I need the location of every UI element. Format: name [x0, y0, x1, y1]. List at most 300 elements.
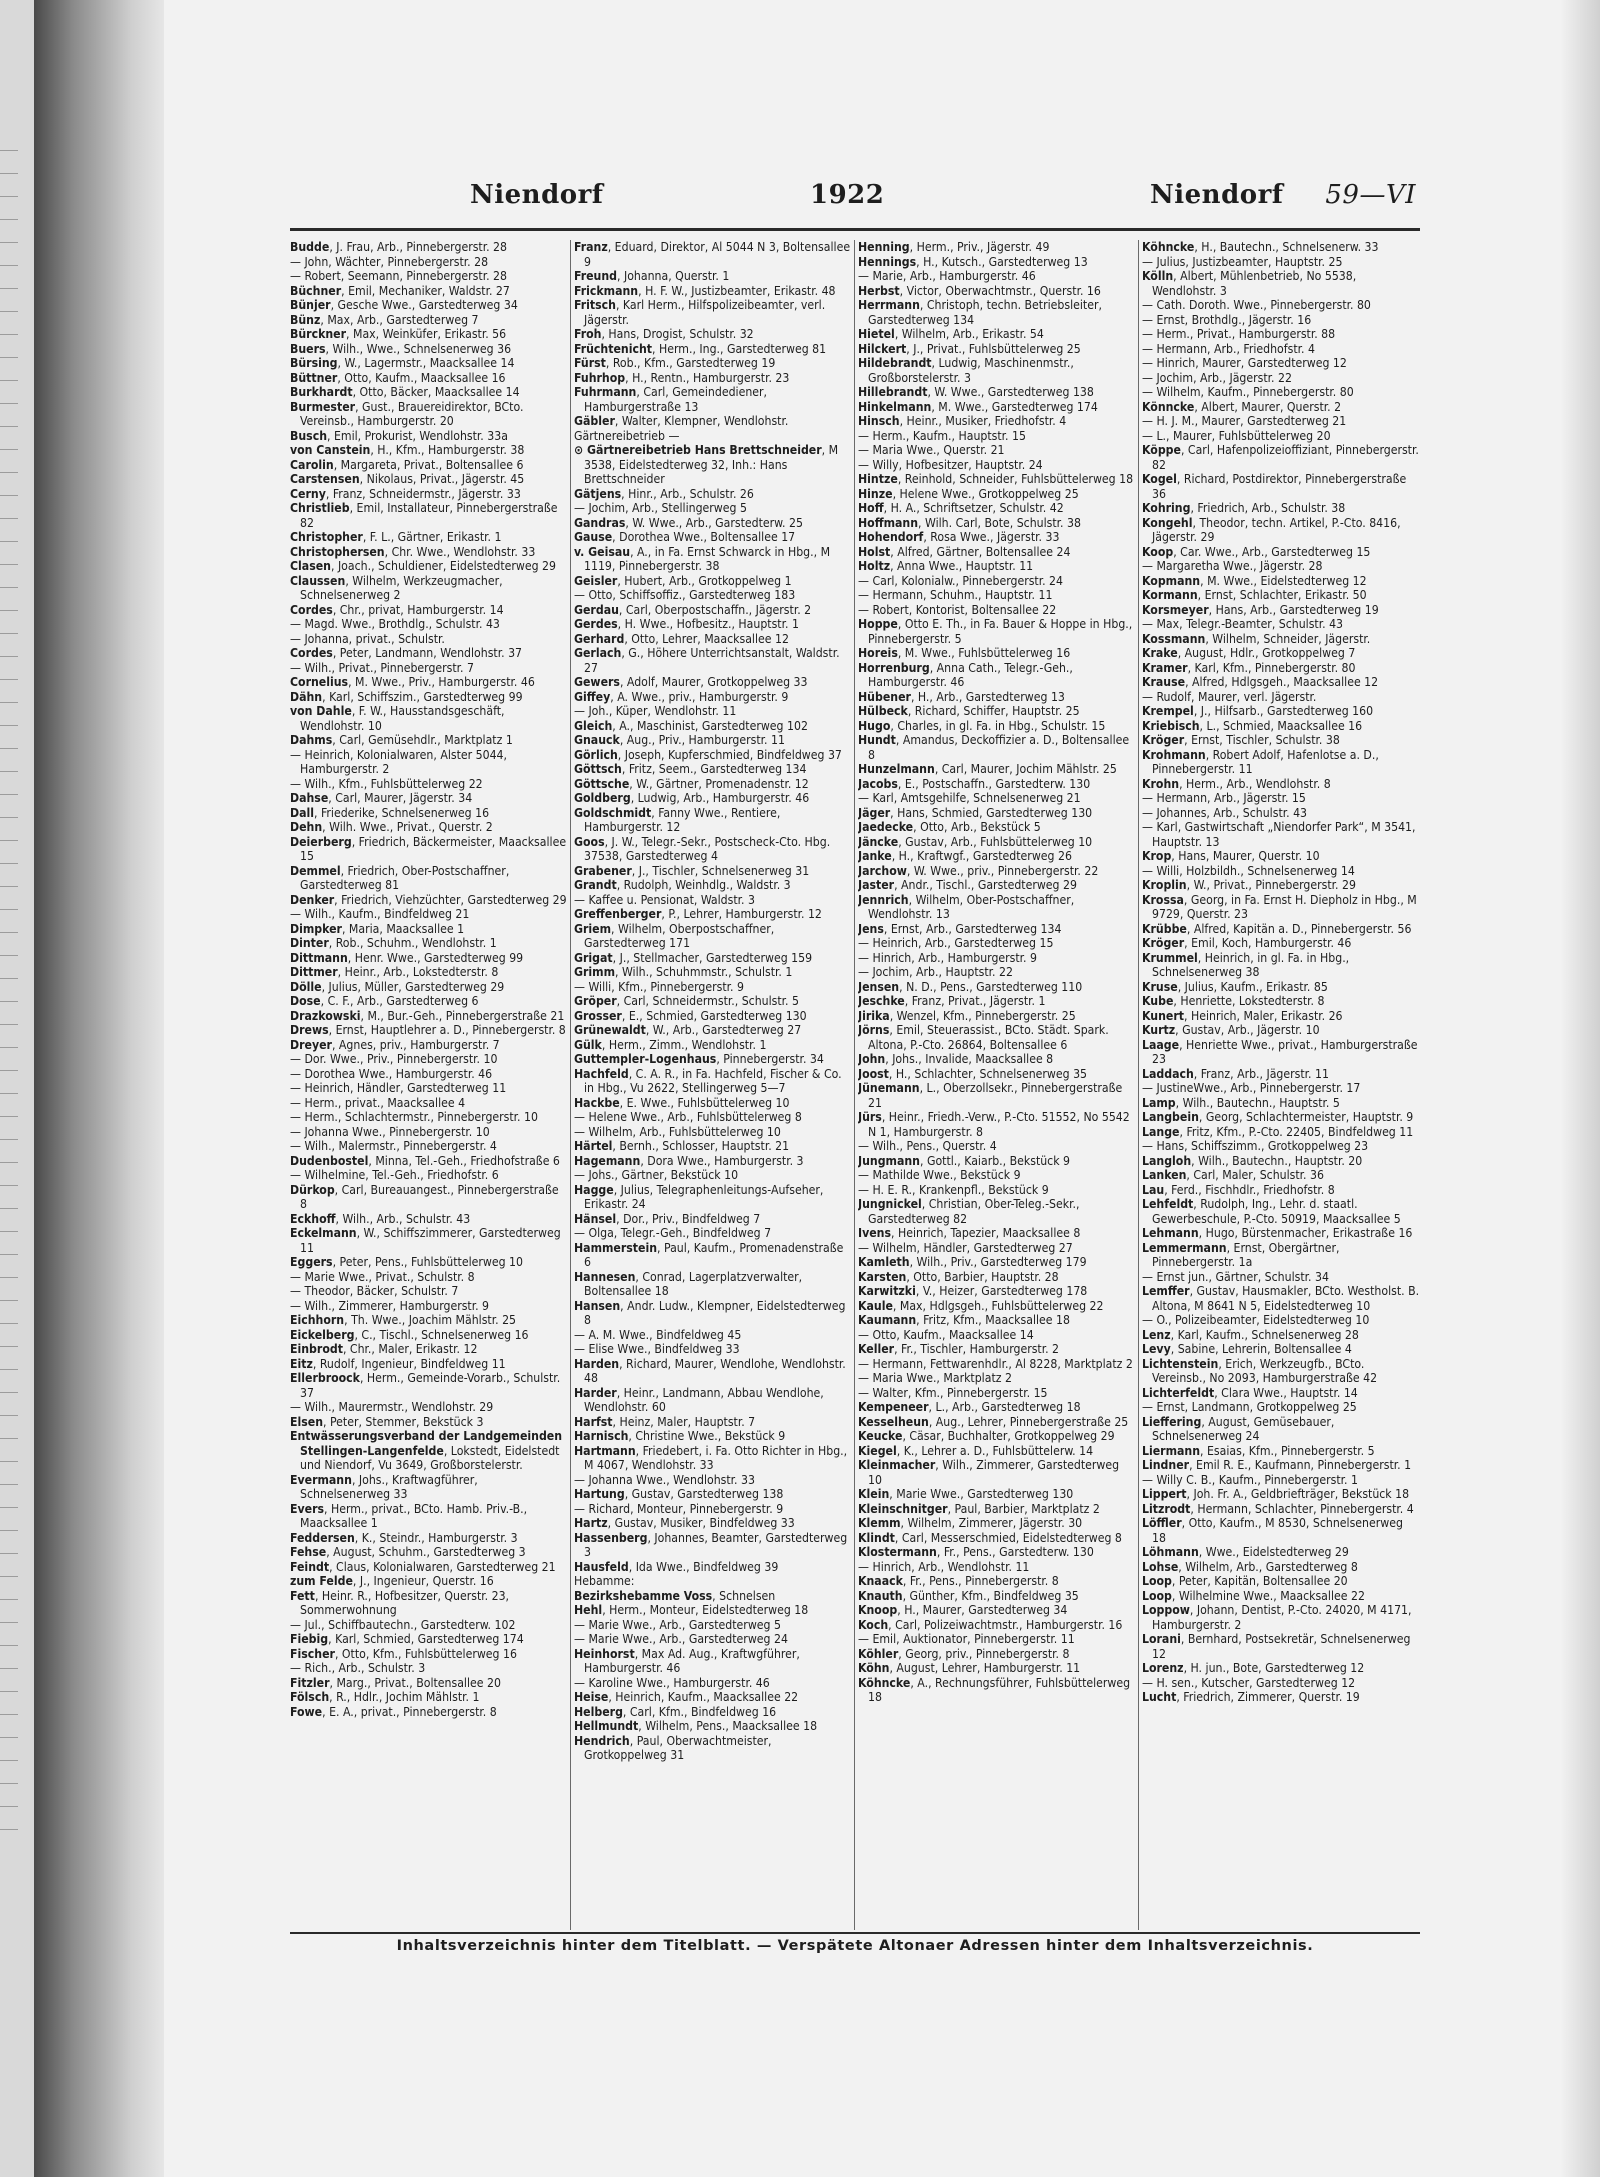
directory-entry: Liermann, Esaias, Kfm., Pinnebergerstr. 5: [1142, 1443, 1375, 1458]
directory-entry: Köhncke, H., Bautechn., Schnelsenerw. 33: [1142, 240, 1379, 254]
directory-entry: Kriebisch, L., Schmied, Maacksallee 16: [1142, 718, 1363, 733]
directory-entry: Fehse, August, Schuhm., Garstedterweg 3: [290, 1545, 526, 1559]
directory-entry: Hänsel, Dor., Priv., Bindfeldweg 7: [574, 1211, 761, 1226]
directory-entry: Christopher, F. L., Gärtner, Erikastr. 1: [290, 530, 502, 544]
directory-entry: Knauth, Günther, Kfm., Bindfeldweg 35: [858, 1588, 1079, 1603]
directory-entry: Jungmann, Gottl., Kaiarb., Bekstück 9: [858, 1153, 1071, 1168]
directory-entry: Bünjer, Gesche Wwe., Garstedterweg 34: [290, 298, 518, 312]
directory-entry: von Canstein, H., Kfm., Hamburgerstr. 38: [290, 443, 525, 457]
page-header: [290, 180, 1420, 220]
directory-entry: Dölle, Julius, Müller, Garstedterweg 29: [290, 979, 505, 994]
directory-entry: Laage, Henriette Wwe., privat., Hamburgerstraße 23: [1142, 1037, 1418, 1066]
directory-entry: — Julius, Justizbeamter, Hauptstr. 25: [1142, 254, 1343, 269]
directory-entry: — Joh., Küper, Wendlohstr. 11: [574, 704, 737, 718]
directory-entry: Henning, Herm., Priv., Jägerstr. 49: [858, 240, 1050, 254]
directory-entry: — Wilh., Privat., Pinnebergerstr. 7: [290, 660, 474, 675]
directory-entry: Bürckner, Max, Weinküfer, Erikastr. 56: [290, 327, 507, 341]
directory-entry: Loppow, Johann, Dentist, P.-Cto. 24020, M 4171, Hamburgerstr. 2: [1142, 1603, 1412, 1632]
directory-entry: Kohring, Friedrich, Arb., Schulstr. 38: [1142, 501, 1346, 515]
directory-entry: Jarchow, W. Wwe., priv., Pinnebergerstr. 22: [858, 863, 1099, 878]
directory-entry: — Heinrich, Händler, Garstedterweg 11: [290, 1081, 507, 1095]
directory-entry: — Olga, Telegr.-Geh., Bindfeldweg 7: [574, 1226, 772, 1240]
directory-entry: Jaedecke, Otto, Arb., Bekstück 5: [858, 820, 1041, 834]
directory-entry: Kröger, Ernst, Tischler, Schulstr. 38: [1142, 733, 1340, 747]
directory-entry: Gäbler, Walter, Klempner, Wendlohstr.: [574, 414, 789, 428]
directory-entry: Hunzelmann, Carl, Maurer, Jochim Mählstr. 25: [858, 762, 1117, 776]
directory-entry: — Hermann, Arb., Jägerstr. 15: [1142, 791, 1306, 805]
directory-entry: — Dor. Wwe., Priv., Pinnebergerstr. 10: [290, 1052, 498, 1066]
directory-entry: Dinter, Rob., Schuhm., Wendlohstr. 1: [290, 936, 497, 950]
directory-entry: Lorenz, H. jun., Bote, Garstedterweg 12: [1142, 1661, 1365, 1675]
directory-entry: Hehl, Herm., Monteur, Eidelstedterweg 18: [574, 1603, 809, 1617]
directory-entry: Holst, Alfred, Gärtner, Boltensallee 24: [858, 544, 1071, 559]
header-right-place: Niendorf: [1150, 180, 1284, 210]
directory-entry: — Herm., Schlachtermstr., Pinnebergerstr. 10: [290, 1110, 538, 1124]
directory-entry: Eggers, Peter, Pens., Fuhlsbüttelerweg 10: [290, 1255, 523, 1269]
directory-entry: Koop, Car. Wwe., Arb., Garstedterweg 15: [1142, 544, 1371, 559]
directory-entry: Keucke, Cäsar, Buchhalter, Grotkoppelweg 29: [858, 1429, 1115, 1443]
directory-entry: Dittmer, Heinr., Arb., Lokstedterstr. 8: [290, 965, 499, 979]
directory-entry: — Hermann, Fettwarenhdlr., Al 8228, Marktplatz 2: [858, 1356, 1133, 1371]
column-2: [574, 240, 852, 1930]
directory-entry: — Helene Wwe., Arb., Fuhlsbüttelerweg 8: [574, 1110, 802, 1124]
directory-entry: Lichtenstein, Erich, Werkzeugfb., BCto. Vereinsb., No 2093, Hamburgerstraße 42: [1142, 1356, 1378, 1385]
directory-entry: Lanken, Carl, Maler, Schulstr. 36: [1142, 1168, 1324, 1182]
directory-entry: Loop, Wilhelmine Wwe., Maacksallee 22: [1142, 1588, 1365, 1603]
directory-entry: Kogel, Richard, Postdirektor, Pinnebergerstraße 36: [1142, 472, 1407, 501]
directory-entry: Guttempler-Logenhaus, Pinnebergerstr. 34: [574, 1052, 824, 1066]
directory-entry: Kongehl, Theodor, techn. Artikel, P.-Cto. 8416, Jägerstr. 29: [1142, 515, 1401, 544]
directory-entry: Jungnickel, Christian, Ober-Teleg.-Sekr., Garstedterweg 82: [858, 1197, 1080, 1226]
page-footer-note: Inhaltsverzeichnis hinter dem Titelblatt. — Verspätete Altonaer Adressen hinter dem Inhaltsverzeichnis.: [396, 1938, 1314, 1954]
directory-entry: — Margaretha Wwe., Jägerstr. 28: [1142, 559, 1323, 573]
directory-entry: Jaster, Andr., Tischl., Garstedterweg 29: [858, 878, 1077, 892]
directory-entry: Knaack, Fr., Pens., Pinnebergerstr. 8: [858, 1574, 1059, 1588]
directory-entry: Dahse, Carl, Maurer, Jägerstr. 34: [290, 791, 473, 805]
directory-entry: Feddersen, K., Steindr., Hamburgerstr. 3: [290, 1530, 518, 1545]
directory-entry: — Ernst jun., Gärtner, Schulstr. 34: [1142, 1269, 1329, 1284]
directory-entry: Jacobs, E., Postschaffn., Garstedterw. 130: [858, 776, 1091, 791]
directory-entry: Görlich, Joseph, Kupferschmied, Bindfeldweg 37: [574, 747, 842, 762]
directory-entry: Fürst, Rob., Kfm., Garstedterweg 19: [574, 356, 776, 370]
column-divider: [854, 240, 855, 1930]
directory-entry: — Herm., Privat., Hamburgerstr. 88: [1142, 327, 1336, 341]
directory-entry: — Herm., privat., Maacksallee 4: [290, 1095, 466, 1110]
directory-entry: Kormann, Ernst, Schlachter, Erikastr. 50: [1142, 588, 1367, 602]
directory-entry: — A. M. Wwe., Bindfeldweg 45: [574, 1327, 742, 1342]
footer-rule: [290, 1932, 1420, 1934]
directory-entry: Göttsche, W., Gärtner, Promenadenstr. 12: [574, 776, 809, 791]
directory-entry: Geisler, Hubert, Arb., Grotkoppelweg 1: [574, 573, 792, 588]
directory-entry: zum Felde, J., Ingenieur, Querstr. 16: [290, 1574, 494, 1588]
directory-entry: Kurtz, Gustav, Arb., Jägerstr. 10: [1142, 1023, 1320, 1037]
directory-entry: Grosser, E., Schmied, Garstedterweg 130: [574, 1008, 807, 1023]
directory-entry: von Dahle, F. W., Hausstandsgeschäft, Wendlohstr. 10: [290, 704, 505, 733]
directory-entry: v. Geisau, A., in Fa. Ernst Schwarck in Hbg., M 1119, Pinnebergerstr. 38: [574, 544, 831, 573]
directory-entry: — John, Wächter, Pinnebergerstr. 28: [290, 254, 489, 269]
directory-entry: Ivens, Heinrich, Tapezier, Maacksallee 8: [858, 1226, 1081, 1240]
directory-entry: — Otto, Schiffsoffiz., Garstedterweg 183: [574, 588, 796, 602]
directory-entry: Klostermann, Fr., Pens., Garstedterw. 130: [858, 1545, 1094, 1559]
directory-entry: Harfst, Heinz, Maler, Hauptstr. 7: [574, 1414, 756, 1429]
directory-entry: Jensen, N. D., Pens., Garstedterweg 110: [858, 979, 1083, 994]
directory-entry: Lehmann, Hugo, Bürstenmacher, Erikastraße 16: [1142, 1226, 1413, 1240]
directory-entry: Griem, Wilhelm, Oberpostschaffner, Garstedterweg 171: [574, 921, 775, 950]
directory-entry: Löffler, Otto, Kaufm., M 8530, Schnelsenerweg 18: [1142, 1516, 1403, 1545]
directory-entry: Hugo, Charles, in gl. Fa. in Hbg., Schulstr. 15: [858, 718, 1106, 733]
column-1: [290, 240, 568, 1930]
directory-entry: Claussen, Wilhelm, Werkzeugmacher, Schnelsenerweg 2: [290, 573, 503, 602]
directory-entry: — Wilh., Zimmerer, Hamburgerstr. 9: [290, 1298, 490, 1313]
directory-entry: — Jochim, Arb., Hauptstr. 22: [858, 965, 1013, 979]
directory-entry: Cordes, Peter, Landmann, Wendlohstr. 37: [290, 646, 523, 660]
directory-entry: — Maria Wwe., Querstr. 21: [858, 443, 1005, 457]
directory-entry: Harden, Richard, Maurer, Wendlohe, Wendlohstr. 48: [574, 1356, 846, 1385]
directory-entry: — Willi, Kfm., Pinnebergerstr. 9: [574, 979, 744, 994]
directory-entry: Hoff, H. A., Schriftsetzer, Schulstr. 42: [858, 501, 1064, 515]
directory-entry: — Magd. Wwe., Brothdlg., Schulstr. 43: [290, 617, 500, 631]
directory-entry: Grabener, J., Tischler, Schnelsenerweg 31: [574, 863, 810, 878]
column-divider: [570, 240, 571, 1930]
directory-entry: Kramer, Karl, Kfm., Pinnebergerstr. 80: [1142, 660, 1356, 675]
directory-entry: Bezirkshebamme Voss, Schnelsen: [574, 1588, 776, 1603]
directory-entry: Kesselheun, Aug., Lehrer, Pinnebergerstraße 25: [858, 1414, 1129, 1429]
directory-entry: — Hinrich, Arb., Wendlohstr. 11: [858, 1559, 1030, 1574]
directory-entry: Hoffmann, Wilh. Carl, Bote, Schulstr. 38: [858, 515, 1081, 530]
directory-entry: Laddach, Franz, Arb., Jägerstr. 11: [1142, 1066, 1329, 1081]
directory-entry: — Johs., Gärtner, Bekstück 10: [574, 1168, 739, 1182]
directory-entry: — Wilh., Malermstr., Pinnebergerstr. 4: [290, 1139, 497, 1153]
directory-entry: Carolin, Margareta, Privat., Boltensallee 6: [290, 457, 524, 472]
directory-entry: Hagemann, Dora Wwe., Hamburgerstr. 3: [574, 1153, 804, 1168]
directory-entry: Dähn, Karl, Schiffszim., Garstedterweg 99: [290, 689, 523, 704]
directory-entry: Dürkop, Carl, Bureauangest., Pinnebergerstraße 8: [290, 1182, 559, 1211]
directory-entry: Harder, Heinr., Landmann, Abbau Wendlohe, Wendlohstr. 60: [574, 1385, 824, 1414]
directory-entry: Kruse, Julius, Kaufm., Erikastr. 85: [1142, 979, 1328, 994]
directory-entry: Lucht, Friedrich, Zimmerer, Querstr. 19: [1142, 1690, 1360, 1704]
directory-entry: Fischer, Otto, Kfm., Fuhlsbüttelerweg 16: [290, 1646, 517, 1661]
directory-entry: — Otto, Kaufm., Maacksallee 14: [858, 1327, 1034, 1342]
directory-entry: — Marie, Arb., Hamburgerstr. 46: [858, 269, 1036, 283]
directory-entry: Herrmann, Christoph, techn. Betriebsleiter, Garstedterweg 134: [858, 298, 1102, 327]
directory-page: [290, 170, 1420, 2030]
directory-entry: Knoop, H., Maurer, Garstedterweg 34: [858, 1603, 1068, 1617]
header-year: 1922: [810, 180, 885, 210]
directory-entry: — Johannes, Arb., Schulstr. 43: [1142, 805, 1308, 820]
directory-entry: Grigat, J., Stellmacher, Garstedterweg 159: [574, 950, 813, 965]
directory-entry: — Hermann, Arb., Friedhofstr. 4: [1142, 341, 1315, 356]
directory-entry: Budde, J. Frau, Arb., Pinnebergerstr. 28: [290, 240, 507, 254]
directory-entry: Gandras, W. Wwe., Arb., Garstedterw. 25: [574, 515, 803, 530]
directory-entry: Jennrich, Wilhelm, Ober-Postschaffner, Wendlohstr. 13: [858, 892, 1075, 921]
directory-entry: — Karoline Wwe., Hamburgerstr. 46: [574, 1675, 770, 1690]
directory-entry: — Wilh., Pens., Querstr. 4: [858, 1139, 997, 1153]
directory-entry: Entwässerungsverband der Landgemeinden Stellingen-Langenfelde, Lokstedt, Eidelstedt und Niendorf, Vu 3649, Großborstelerstr.: [290, 1429, 563, 1472]
directory-entry: Kroplin, W., Privat., Pinnebergerstr. 29: [1142, 878, 1356, 892]
directory-entry: Gerlach, G., Höhere Unterrichtsanstalt, Waldstr. 27: [574, 646, 840, 675]
directory-entry: Harnisch, Christine Wwe., Bekstück 9: [574, 1429, 786, 1443]
directory-entry: — Jul., Schiffbautechn., Garstedterw. 102: [290, 1617, 516, 1632]
directory-entry: Burkhardt, Otto, Bäcker, Maacksallee 14: [290, 385, 520, 399]
directory-entry: — Wilh., Kaufm., Bindfeldweg 21: [290, 907, 470, 921]
directory-entry: — Ernst, Brothdlg., Jägerstr. 16: [1142, 312, 1312, 327]
page-edge-shadow: [1560, 0, 1600, 2177]
directory-entry: Gerdau, Carl, Oberpostschaffn., Jägerstr. 2: [574, 602, 812, 617]
directory-entry: Ellerbroock, Herm., Gemeinde-Vorarb., Schulstr. 37: [290, 1371, 561, 1400]
directory-entry: — Johanna, privat., Schulstr.: [290, 631, 445, 646]
directory-entry: Fritsch, Karl Herm., Hilfspolizeibeamter, verl. Jägerstr.: [574, 298, 826, 327]
directory-entry: Köppe, Carl, Hafenpolizeioffiziant, Pinnebergerstr. 82: [1142, 443, 1419, 472]
directory-entry: Gröper, Carl, Schneidermstr., Schulstr. 5: [574, 994, 799, 1008]
directory-entry: Heinhorst, Max Ad. Aug., Kraftwgführer, Hamburgerstr. 46: [574, 1646, 800, 1675]
directory-entry: Helberg, Carl, Kfm., Bindfeldweg 16: [574, 1704, 777, 1719]
directory-entry: Hansen, Andr. Ludw., Klempner, Eidelstedterweg 8: [574, 1298, 846, 1327]
directory-entry: — Cath. Doroth. Wwe., Pinnebergerstr. 80: [1142, 298, 1371, 312]
directory-entry: Hebamme:: [574, 1574, 635, 1588]
directory-entry: Deierberg, Friedrich, Bäckermeister, Maacksallee 15: [290, 834, 567, 863]
directory-entry: Krohmann, Robert Adolf, Hafenlotse a. D., Pinnebergerstr. 11: [1142, 747, 1379, 776]
directory-entry: Gätjens, Hinr., Arb., Schulstr. 26: [574, 486, 754, 501]
directory-entry: Koch, Carl, Polizeiwachtmstr., Hamburgerstr. 16: [858, 1617, 1123, 1632]
directory-entry: Dudenbostel, Minna, Tel.-Geh., Friedhofstraße 6: [290, 1153, 560, 1168]
directory-entry: Jürs, Heinr., Friedh.-Verw., P.-Cto. 51552, No 5542 N 1, Hamburgerstr. 8: [858, 1110, 1130, 1139]
directory-entry: Einbrodt, Chr., Maler, Erikastr. 12: [290, 1342, 478, 1356]
directory-entry: Dall, Friederike, Schnelsenerweg 16: [290, 805, 490, 820]
directory-entry: Gause, Dorothea Wwe., Boltensallee 17: [574, 530, 796, 544]
directory-entry: Jünemann, L., Oberzollsekr., Pinnebergerstraße 21: [858, 1081, 1123, 1110]
directory-entry: Kaule, Max, Hdlgsgeh., Fuhlsbüttelerweg 22: [858, 1298, 1104, 1313]
directory-entry: Eickelberg, C., Tischl., Schnelsenerweg 16: [290, 1327, 529, 1342]
directory-entry: Drazkowski, M., Bur.-Geh., Pinnebergerstraße 21: [290, 1008, 565, 1023]
directory-entry: Horeis, M. Wwe., Fuhlsbüttelerweg 16: [858, 646, 1071, 660]
directory-entry: Kunert, Heinrich, Maler, Erikastr. 26: [1142, 1008, 1343, 1023]
directory-entry: Hillebrandt, W. Wwe., Garstedterweg 138: [858, 385, 1094, 399]
directory-entry: Frickmann, H. F. W., Justizbeamter, Erikastr. 48: [574, 283, 836, 298]
directory-entry: Kröger, Emil, Koch, Hamburgerstr. 46: [1142, 936, 1352, 950]
directory-entry: Hannesen, Conrad, Lagerplatzverwalter, Boltensallee 18: [574, 1269, 803, 1298]
directory-entry: Jäncke, Gustav, Arb., Fuhlsbüttelerweg 10: [858, 834, 1093, 849]
directory-entry: Dimpker, Maria, Maacksallee 1: [290, 921, 465, 936]
directory-entry: — Wilhelm, Händler, Garstedterweg 27: [858, 1240, 1073, 1255]
directory-entry: Kopmann, M. Wwe., Eidelstedterweg 12: [1142, 573, 1367, 588]
directory-entry: Lau, Ferd., Fischhdlr., Friedhofstr. 8: [1142, 1182, 1335, 1197]
directory-entry: — Johanna Wwe., Wendlohstr. 33: [574, 1472, 755, 1487]
directory-entry: Langloh, Wilh., Bautechn., Hauptstr. 20: [1142, 1153, 1363, 1168]
directory-entry: Hagge, Julius, Telegraphenleitungs-Aufseher, Erikastr. 24: [574, 1182, 824, 1211]
directory-entry: — Robert, Seemann, Pinnebergerstr. 28: [290, 269, 507, 283]
directory-entry: Dahms, Carl, Gemüsehdlr., Marktplatz 1: [290, 733, 513, 747]
directory-entry: — Karl, Amtsgehilfe, Schnelsenerweg 21: [858, 791, 1081, 805]
directory-entry: — Theodor, Bäcker, Schulstr. 7: [290, 1284, 459, 1298]
directory-entry: Dehn, Wilh. Wwe., Privat., Querstr. 2: [290, 820, 493, 834]
directory-entry: — Rudolf, Maurer, verl. Jägerstr.: [1142, 689, 1317, 704]
directory-entry: Hachfeld, C. A. R., in Fa. Hachfeld, Fischer & Co. in Hbg., Vu 2622, Stellingerweg 5—7: [574, 1066, 842, 1095]
directory-entry: — Willy C. B., Kaufm., Pinnebergerstr. 1: [1142, 1472, 1358, 1487]
directory-entry: — Wilhelm, Arb., Fuhlsbüttelerweg 10: [574, 1124, 781, 1139]
directory-entry: Fuhrmann, Carl, Gemeindediener, Hamburgerstraße 13: [574, 385, 768, 414]
directory-entry: Cornelius, M. Wwe., Priv., Hamburgerstr. 46: [290, 675, 535, 689]
directory-entry: Christophersen, Chr. Wwe., Wendlohstr. 33: [290, 544, 536, 559]
directory-entry: Gerhard, Otto, Lehrer, Maacksallee 12: [574, 631, 789, 646]
directory-entry: Fuhrhop, H., Rentn., Hamburgerstr. 23: [574, 370, 790, 385]
directory-entry: Gülk, Herm., Zimm., Wendlohstr. 1: [574, 1037, 767, 1052]
directory-entry: Janke, H., Kraftwgf., Garstedterweg 26: [858, 849, 1072, 863]
adjacent-page-edge: [0, 0, 34, 2177]
directory-entry: — Carl, Kolonialw., Pinnebergerstr. 24: [858, 573, 1064, 588]
directory-entry: Fitzler, Marg., Privat., Boltensallee 20: [290, 1675, 501, 1690]
directory-entry: Hartz, Gustav, Musiker, Bindfeldweg 33: [574, 1516, 795, 1530]
adjacent-page-text-fragments: [0, 150, 18, 1850]
directory-entry: Eitz, Rudolf, Ingenieur, Bindfeldweg 11: [290, 1356, 506, 1371]
directory-entry: — Elise Wwe., Bindfeldweg 33: [574, 1342, 740, 1356]
directory-entry: Loop, Peter, Kapitän, Boltensallee 20: [1142, 1574, 1348, 1588]
directory-entry: Lichterfeldt, Clara Wwe., Hauptstr. 14: [1142, 1385, 1358, 1400]
directory-entry: Carstensen, Nikolaus, Privat., Jägerstr. 45: [290, 472, 525, 486]
directory-entry: — Marie Wwe., Privat., Schulstr. 8: [290, 1269, 475, 1284]
directory-entry: Köhler, Georg, priv., Pinnebergerstr. 8: [858, 1646, 1070, 1661]
directory-entry: Kube, Henriette, Lokstedterstr. 8: [1142, 994, 1325, 1008]
directory-entry: — Maria Wwe., Marktplatz 2: [858, 1371, 1012, 1385]
directory-entry: — Mathilde Wwe., Bekstück 9: [858, 1168, 1021, 1182]
directory-entry: — Max, Telegr.-Beamter, Schulstr. 43: [1142, 617, 1344, 631]
directory-entry: Feindt, Claus, Kolonialwaren, Garstedterweg 21: [290, 1559, 556, 1574]
directory-entry: Evermann, Johs., Kraftwagführer, Schnelsenerweg 33: [290, 1472, 478, 1501]
directory-entry: Hübener, H., Arb., Garstedterweg 13: [858, 689, 1065, 704]
directory-entry: — Willi, Holzbildh., Schnelsenerweg 14: [1142, 863, 1355, 878]
directory-entry: John, Johs., Invalide, Maacksallee 8: [858, 1052, 1054, 1066]
directory-entry: — Jochim, Arb., Stellingerweg 5: [574, 501, 747, 515]
directory-entry: — Wilh., Maurermstr., Wendlohstr. 29: [290, 1400, 494, 1414]
directory-entry: Grandt, Rudolph, Weinhdlg., Waldstr. 3: [574, 878, 791, 892]
directory-entry: Gewers, Adolf, Maurer, Grotkoppelweg 33: [574, 675, 808, 689]
directory-entry: Goos, J. W., Telegr.-Sekr., Postscheck-Cto. Hbg. 37538, Garstedterweg 4: [574, 834, 831, 863]
directory-entry: Goldschmidt, Fanny Wwe., Rentiere, Hamburgerstr. 12: [574, 805, 781, 834]
directory-entry: Giffey, A. Wwe., priv., Hamburgerstr. 9: [574, 689, 789, 704]
directory-entry: Kleinschnitger, Paul, Barbier, Marktplatz 2: [858, 1501, 1100, 1516]
column-4: [1142, 240, 1420, 1930]
directory-entry: Köhncke, A., Rechnungsführer, Fuhlsbüttelerweg 18: [858, 1675, 1131, 1704]
directory-entry: Klindt, Carl, Messerschmied, Eidelstedterweg 8: [858, 1530, 1122, 1545]
directory-entry: Karsten, Otto, Barbier, Hauptstr. 28: [858, 1269, 1059, 1284]
directory-entry: Dittmann, Henr. Wwe., Garstedterweg 99: [290, 950, 524, 965]
directory-entry: Krause, Alfred, Hdlgsgeh., Maacksallee 12: [1142, 675, 1379, 689]
directory-entry: — O., Polizeibeamter, Eidelstedterweg 10: [1142, 1313, 1370, 1327]
directory-entry: Hintze, Reinhold, Schneider, Fuhlsbüttelerweg 18: [858, 472, 1134, 486]
directory-entry: Hackbe, E. Wwe., Fuhlsbüttelerweg 10: [574, 1095, 790, 1110]
directory-entry: Hinkelmann, M. Wwe., Garstedterweg 174: [858, 399, 1098, 414]
directory-entry: Litzrodt, Hermann, Schlachter, Pinnebergerstr. 4: [1142, 1501, 1414, 1516]
directory-entry: Fowe, E. A., privat., Pinnebergerstr. 8: [290, 1704, 497, 1719]
directory-entry: — Wilhelm, Kaufm., Pinnebergerstr. 80: [1142, 385, 1354, 399]
directory-entry: Langbein, Georg, Schlachtermeister, Hauptstr. 9: [1142, 1110, 1414, 1124]
directory-entry: — Johanna Wwe., Pinnebergerstr. 10: [290, 1124, 490, 1139]
directory-entry: Früchtenicht, Herm., Ing., Garstedterweg 81: [574, 341, 827, 356]
directory-entry: Lieffering, August, Gemüsebauer, Schnelsenerweg 24: [1142, 1414, 1335, 1443]
directory-entry: — Heinrich, Kolonialwaren, Alster 5044, Hamburgerstr. 2: [290, 747, 507, 776]
directory-entry: Goldberg, Ludwig, Arb., Hamburgerstr. 46: [574, 791, 810, 805]
directory-entry: Hellmundt, Wilhelm, Pens., Maacksallee 18: [574, 1719, 818, 1733]
directory-entry: Hietel, Wilhelm, Arb., Erikastr. 54: [858, 327, 1044, 341]
column-divider: [1138, 240, 1139, 1930]
directory-entry: — Dorothea Wwe., Hamburgerstr. 46: [290, 1066, 493, 1081]
directory-entry: Grimm, Wilh., Schuhmmstr., Schulstr. 1: [574, 965, 793, 979]
directory-entry: — Robert, Kontorist, Boltensallee 22: [858, 602, 1057, 617]
directory-entry: Klemm, Wilhelm, Zimmerer, Jägerstr. 30: [858, 1516, 1083, 1530]
directory-entry: Eckelmann, W., Schiffszimmerer, Garstedterweg 11: [290, 1226, 561, 1255]
directory-entry: — H. E. R., Krankenpfl., Bekstück 9: [858, 1182, 1049, 1197]
directory-entry: — Emil, Auktionator, Pinnebergerstr. 11: [858, 1632, 1075, 1646]
directory-entry: Demmel, Friedrich, Ober-Postschaffner, Garstedterweg 81: [290, 863, 510, 892]
directory-entry: Herbst, Victor, Oberwachtmstr., Querstr. 16: [858, 283, 1101, 298]
page-number: 59—VI: [1325, 180, 1416, 210]
directory-entry: — JustineWwe., Arb., Pinnebergerstr. 17: [1142, 1081, 1361, 1095]
directory-entry: Hendrich, Paul, Oberwachtmeister, Grotkoppelweg 31: [574, 1733, 772, 1762]
directory-entry: Kempeneer, L., Arb., Garstedterweg 18: [858, 1400, 1081, 1414]
directory-entry: Fölsch, R., Hdlr., Jochim Mählstr. 1: [290, 1690, 480, 1704]
directory-entry: Kossmann, Wilhelm, Schneider, Jägerstr.: [1142, 631, 1371, 646]
directory-entry: — Hermann, Schuhm., Hauptstr. 11: [858, 588, 1053, 602]
directory-entry: Hassenberg, Johannes, Beamter, Garstedterweg 3: [574, 1530, 848, 1559]
directory-entry: — Heinrich, Arb., Garstedterweg 15: [858, 936, 1054, 950]
directory-entry: Gnauck, Aug., Priv., Hamburgerstr. 11: [574, 733, 785, 747]
directory-entry: — Marie Wwe., Arb., Garstedterweg 5: [574, 1617, 781, 1632]
directory-entry: — Wilh., Kfm., Fuhlsbüttelerweg 22: [290, 776, 483, 791]
directory-entry: Holtz, Anna Wwe., Hauptstr. 11: [858, 559, 1034, 573]
directory-entry: — Hans, Schiffszimm., Grotkoppelweg 23: [1142, 1139, 1369, 1153]
directory-entry: — Kaffee u. Pensionat, Waldstr. 3: [574, 892, 755, 907]
directory-entry: ⊙ Gärtnereibetrieb Hans Brettschneider, M 3538, Eidelstedterweg 32, Inh.: Hans Brettschneider: [574, 443, 839, 486]
directory-entry: — Karl, Gastwirtschaft „Niendorfer Park“, M 3541, Hauptstr. 13: [1142, 820, 1416, 849]
directory-entry: Kleinmacher, Wilh., Zimmerer, Garstedterweg 10: [858, 1458, 1120, 1487]
directory-entry: Lorani, Bernhard, Postsekretär, Schnelsenerweg 12: [1142, 1632, 1411, 1661]
directory-entry: Lohse, Wilhelm, Arb., Garstedterweg 8: [1142, 1559, 1358, 1574]
directory-entry: Hohendorf, Rosa Wwe., Jägerstr. 33: [858, 530, 1060, 544]
directory-entry: Hundt, Amandus, Deckoffizier a. D., Boltensallee 8: [858, 733, 1130, 762]
directory-entry: Levy, Sabine, Lehrerin, Boltensallee 4: [1142, 1342, 1352, 1356]
directory-entry: — Willy, Hofbesitzer, Hauptstr. 24: [858, 457, 1043, 472]
directory-entry: Joost, H., Schlachter, Schnelsenerweg 35: [858, 1066, 1088, 1081]
directory-entry: — L., Maurer, Fuhlsbüttelerweg 20: [1142, 428, 1331, 443]
directory-entry: Kölln, Albert, Mühlenbetrieb, No 5538, Wendlohstr. 3: [1142, 269, 1357, 298]
directory-entry: Cerny, Franz, Schneidermstr., Jägerstr. 33: [290, 486, 521, 501]
book-gutter-shadow: [34, 0, 164, 2177]
directory-entry: Evers, Herm., privat., BCto. Hamb. Priv.-B., Maacksallee 1: [290, 1501, 528, 1530]
directory-entry: Hinze, Helene Wwe., Grotkoppelweg 25: [858, 486, 1079, 501]
header-rule: [290, 228, 1420, 231]
directory-entry: Denker, Friedrich, Viehzüchter, Garstedterweg 29: [290, 892, 567, 907]
directory-entry: Grünewaldt, W., Arb., Garstedterweg 27: [574, 1023, 802, 1037]
directory-entry: Krake, August, Hdlr., Grotkoppelweg 7: [1142, 646, 1356, 660]
directory-entry: Lemmermann, Ernst, Obergärtner, Pinnebergerstr. 1a: [1142, 1240, 1340, 1269]
directory-entry: Krübbe, Alfred, Kapitän a. D., Pinnebergerstr. 56: [1142, 921, 1412, 936]
directory-entry: Kaumann, Fritz, Kfm., Maacksallee 18: [858, 1313, 1070, 1327]
directory-entry: Drews, Ernst, Hauptlehrer a. D., Pinnebergerstr. 8: [290, 1023, 566, 1037]
directory-entry: Froh, Hans, Drogist, Schulstr. 32: [574, 327, 754, 341]
directory-entry: Lenz, Karl, Kaufm., Schnelsenerweg 28: [1142, 1327, 1359, 1342]
directory-entry: Dreyer, Agnes, priv., Hamburgerstr. 7: [290, 1037, 500, 1052]
directory-entry: Horrenburg, Anna Cath., Telegr.-Geh., Hamburgerstr. 46: [858, 660, 1073, 689]
directory-entry: Burmester, Gust., Brauereidirektor, BCto. Vereinsb., Hamburgerstr. 20: [290, 399, 524, 428]
directory-entry: Gleich, A., Maschinist, Garstedterweg 102: [574, 718, 808, 733]
directory-entry: Krohn, Herm., Arb., Wendlohstr. 8: [1142, 776, 1331, 791]
directory-entry: Hammerstein, Paul, Kaufm., Promenadenstraße 6: [574, 1240, 844, 1269]
directory-entry: Freund, Johanna, Querstr. 1: [574, 269, 730, 283]
directory-entry: Eichhorn, Th. Wwe., Joachim Mählstr. 25: [290, 1313, 517, 1327]
directory-entry: Buers, Wilh., Wwe., Schnelsenerweg 36: [290, 341, 512, 356]
directory-entry: Korsmeyer, Hans, Arb., Garstedterweg 19: [1142, 602, 1379, 617]
directory-entry: Bünz, Max, Arb., Garstedterweg 7: [290, 312, 479, 327]
directory-entry: Lippert, Joh. Fr. A., Geldbriefträger, Bekstück 18: [1142, 1487, 1410, 1501]
